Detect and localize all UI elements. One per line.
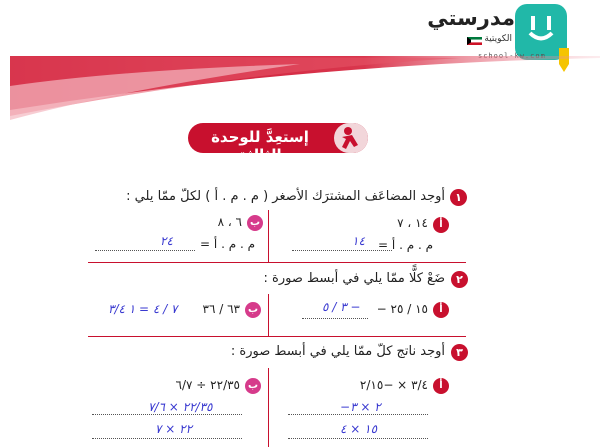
q1-a-answer: ١٤ — [352, 234, 365, 248]
q2-divider — [268, 294, 269, 336]
q1-divider — [268, 210, 269, 262]
header-banner — [0, 50, 600, 122]
q2-b-label: ب — [245, 302, 261, 318]
q2-a-answer-line[interactable] — [302, 318, 368, 319]
q1-b-numbers: ٦ ، ٨ — [217, 215, 242, 229]
q1-a-answer-line[interactable] — [292, 250, 392, 251]
q3-text: أوجد ناتج كلّ ممّا يلي في أبسط صورة : — [230, 344, 445, 359]
q1-a-label: أ — [433, 217, 449, 233]
logo-face-icon — [527, 14, 555, 44]
q2-bottom-rule — [88, 336, 466, 337]
q2-b-answer: ٧ / ٤ = ١ ٣/٤ — [108, 302, 178, 316]
q1-number: ١ — [450, 189, 467, 206]
q1-b-answer: ٢٤ — [160, 234, 173, 248]
q3-a-work-line-2[interactable] — [288, 438, 428, 439]
q3-divider — [268, 368, 269, 447]
q3-b-work-2: ٢٢ × ٧ — [155, 422, 193, 436]
q2-a-label: أ — [433, 302, 449, 318]
q3-a-work-line-1[interactable] — [288, 414, 428, 415]
q3-b-work-line-2[interactable] — [92, 438, 242, 439]
q2-a-answer: ٣ / ٥ − — [322, 300, 361, 314]
q1-a-numbers: ١٤ ، ٧ — [397, 216, 428, 230]
q3-a-expr: ٣/٤ × −٢/١٥ — [359, 378, 428, 392]
kuwait-flag-icon — [467, 37, 482, 45]
q1-bottom-rule — [88, 262, 466, 263]
q2-b-expr: ٦٣ / ٣٦ — [202, 302, 240, 316]
q3-a-label: أ — [433, 378, 449, 394]
q1-b-label: ب — [247, 215, 263, 231]
q1-a-lcm-label: م . م . أ = — [378, 238, 433, 252]
q3-b-work-1: ٢٢/٣٥ × ٧/٦ — [148, 400, 213, 414]
q2-a-expr: ١٥ / ٢٥ − — [376, 302, 428, 316]
q1-b-lcm-label: م . م . أ = — [200, 237, 255, 251]
q3-b-expr: ٢٢/٣٥ ÷ ٦/٧ — [175, 378, 240, 392]
q3-number: ٣ — [451, 344, 468, 361]
climber-icon — [334, 123, 368, 153]
q3-a-work-1: −٢ × ٣ — [340, 400, 381, 414]
brand-subtitle: الكويتية — [484, 34, 512, 44]
section-title: إستعِدَّ للوحدة الثالثة — [211, 128, 309, 164]
q3-a-work-2: ١٥ × ٤ — [340, 422, 378, 436]
q2-text: ضَعْ كلًّا ممّا يلي في أبسط صورة : — [263, 271, 445, 286]
brand-name: مدرستي — [427, 6, 515, 30]
q3-b-work-line-1[interactable] — [92, 414, 242, 415]
q3-b-label: ب — [245, 378, 261, 394]
q1-text: أوجد المضاعَف المشترَك الأصغر ( م . م . أ ) لكلّ ممّا يلي : — [126, 189, 445, 204]
q1-b-answer-line[interactable] — [95, 250, 195, 251]
q2-number: ٢ — [451, 271, 468, 288]
